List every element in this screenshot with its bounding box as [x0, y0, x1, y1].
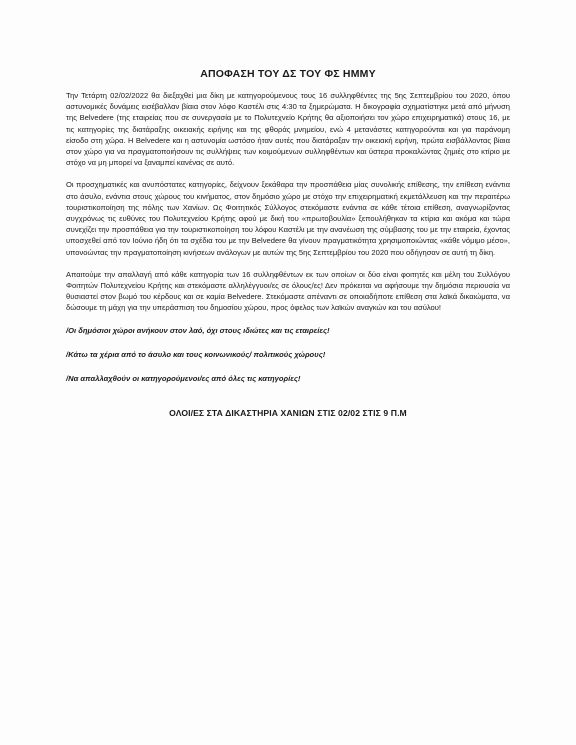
slogan-hands-off-asylum: /Κάτω τα χέρια από το άσυλο και τους κοινωνικούς/ πολιτικούς χώρους! [66, 349, 326, 359]
paragraph-trial-announcement: Την Τετάρτη 02/02/2022 θα διεξαχθεί μια δίκη με κατηγορούμενους τους 16 συλληφθέντες της 5ης Σεπτεμβρίου του 2020, όπου αστυνομικές δυνάμεις εισέβαλλαν βίαια στον λόφο Καστέλι στις 4:30 τα ξημερώματα. Η δικογραφία σχηματίστηκε μετά από μήνυση της Belvedere (της εταιρείας που σε συνεργασία με το Πολυτεχνείο Κρήτης θα αξιοποιήσει τον χώρο επιχειρηματικά) στους 16, με τις κατηγορίες της διατάραξης οικειακής ειρήνης και της φθοράς μνημείου, ενώ 4 μετανάστες κατηγορούνται και για παράνομη είσοδο στη χώρα. Η Belvedere και η αστυνομία ωστόσο ήταν αυτές που διατάραξαν την οικειακή ειρήνη, πρώτα εισβάλλοντας βίαια στον χώρο για να πραγματοποιήσουν τις συλλήψεις των κοιμούμενων συλληφθέντων και ύστερα προκαλώντας ζημιές στο κτίριο με στόχο να μη μπορεί να ξαναμπεί κανένας σε αυτό. [66, 91, 510, 168]
slogan-acquittal: /Να απαλλαχθούν οι κατηγορούμενοι/ες από όλες τις κατηγορίες! [66, 373, 301, 383]
paragraph-demands: Απαιτούμε την απαλλαγή από κάθε κατηγορία των 16 συλληφθέντων εκ των οποίων οι δύο είναι φοιτητές και μέλη του Συλλόγου Φοιτητών Πολυτεχνείου Κρήτης και στεκόμαστε αλληλέγγυοι/ες σε όλους/ες! Δεν πρόκειται να αφήσουμε την δημόσια περιουσία να θυσιαστεί στον βωμό του κέρδους και σε καμία Belvedere. Στεκόμαστε απέναντι σε οποιαδήποτε επίθεση στα λαϊκά δικαιώματα, να δώσουμε τη μάχη για την υπεράσπιση του δημοσίου χώρου, προς όφελος των λαϊκών αναγκών και του ασύλου! [66, 269, 510, 313]
paragraph-charges-critique: Οι προσχηματικές και ανυπόστατες κατηγορίες, δείχνουν ξεκάθαρα την προσπάθεια μίας συνολικής επίθεσης, την επίθεση ενάντια στο άσυλο, ενάντια στους χώρους του κινήματος, στον δημόσιο χώρο με στόχο την επιχειρηματική εκμετάλλευση και την περαιτέρω τουριστικοποίηση της πόλης των Χανίων. Ως Φοιτητικός Σύλλογος στεκόμαστε ενάντια σε κάθε τέτοια επίθεση, αναγνωρίζοντας συγχρόνως τις ευθύνες του Πολυτεχνείου Κρήτης αφού με δική του «πρωτοβουλία» ξεπουλήθηκαν τα κτίρια και ακόμα και τώρα συνεχίζει την προσπάθεια για την τουριστικοποίηση του λόφου Καστέλι με την ανανέωση της σύμβασης του με την εταιρεία, έχοντας υποσχεθεί από τον Ιούνιο ήδη ότι τα σχέδια του με την Belvedere θα γίνουν πραγματικότητα χρησιμοποιώντας «κάθε νόμιμο μέσο», υπονοώντας την πραγματοποίηση κινήσεων ανάλογων με αυτών της 5ης Σεπτεμβρίου του 2020 που οδήγησαν σε αυτή τη δίκη. [66, 180, 510, 257]
document-body [66, 68, 510, 418]
document-title: ΑΠΟΦΑΣΗ ΤΟΥ ΔΣ ΤΟΥ ΦΣ ΗΜΜΥ [200, 68, 376, 80]
slogan-public-spaces: /Οι δημόσιοι χώροι ανήκουν στον λαό, όχι στους ιδιώτες και τις εταιρείες! [66, 325, 330, 335]
call-to-court: ΟΛΟΙ/ΕΣ ΣΤΑ ΔΙΚΑΣΤΗΡΙΑ ΧΑΝΙΩΝ ΣΤΙΣ 02/02 ΣΤΙΣ 9 Π.Μ [169, 407, 407, 418]
